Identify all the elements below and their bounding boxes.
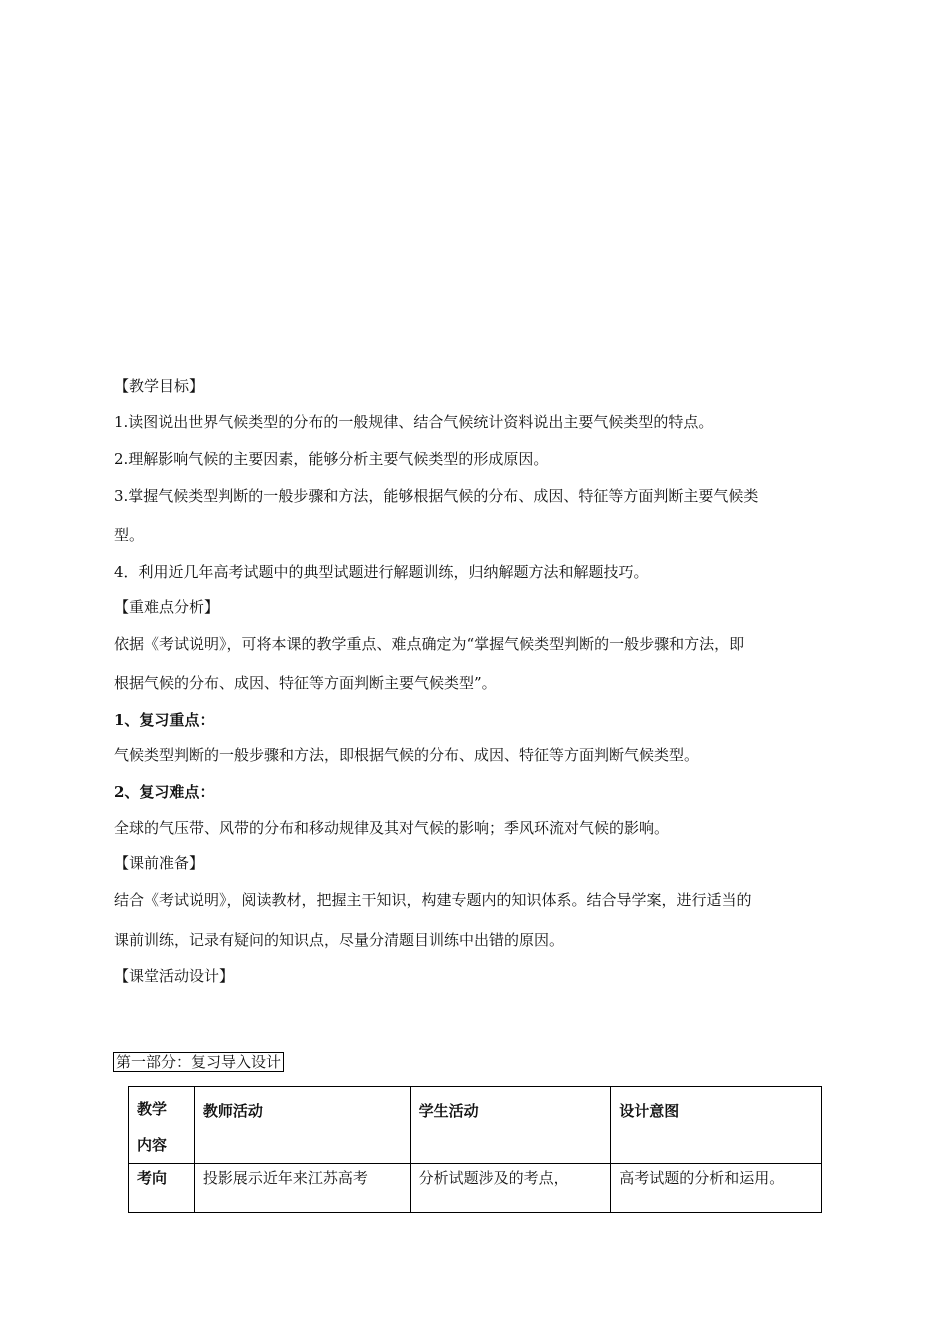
table-cell (129, 1164, 195, 1213)
key-points-heading: 1、复习重点： (114, 711, 215, 729)
activity-design-table (128, 1086, 822, 1213)
header-cell-intent (611, 1087, 822, 1164)
objective-line: 1.读图说出世界气候类型的分布的一般规律、结合气候统计资料说出主要气候类型的特点。 (114, 413, 714, 431)
analysis-heading: 【重难点分析】 (114, 598, 220, 616)
header-cell-teacher (194, 1087, 410, 1164)
objective-line: 型。 (114, 526, 145, 544)
analysis-paragraph-line: 依据《考试说明》，可将本课的教学重点、难点确定为“掌握气候类型判断的一般步骤和方法，即 (114, 635, 745, 653)
part-one-label: 第一部分：复习导入设计 (113, 1052, 284, 1072)
preparation-paragraph-line: 课前训练，记录有疑问的知识点，尽量分清题目训练中出错的原因。 (114, 931, 565, 949)
header-label: 教师活动 (202, 1102, 263, 1120)
table-cell (194, 1164, 410, 1213)
objective-line: 3.掌握气候类型判断的一般步骤和方法，能够根据气候的分布、成因、特征等方面判断主要气候类 (114, 487, 759, 505)
cell-text: 高考试题的分析和运用。 (619, 1169, 785, 1187)
cell-text: 考向 (137, 1169, 168, 1187)
preparation-heading: 【课前准备】 (114, 854, 205, 872)
preparation-paragraph-line: 结合《考试说明》，阅读教材，把握主干知识，构建专题内的知识体系。结合导学案，进行适当的 (114, 891, 752, 909)
header-label: 学生活动 (418, 1102, 479, 1120)
table-header-row (129, 1087, 822, 1164)
objective-line: 4．利用近几年高考试题中的典型试题进行解题训练，归纳解题方法和解题技巧。 (114, 563, 649, 581)
header-cell-student (410, 1087, 611, 1164)
objective-line: 2.理解影响气候的主要因素，能够分析主要气候类型的形成原因。 (114, 450, 549, 468)
difficulties-text: 全球的气压带、风带的分布和移动规律及其对气候的影响；季风环流对气候的影响。 (114, 819, 670, 837)
cell-text: 分析试题涉及的考点， (418, 1169, 569, 1187)
header-label: 教学 (137, 1100, 168, 1118)
header-label: 内容 (137, 1136, 168, 1154)
analysis-paragraph-line: 根据气候的分布、成因、特征等方面判断主要气候类型”。 (114, 674, 497, 692)
table-cell (410, 1164, 611, 1213)
header-label: 设计意图 (619, 1102, 680, 1120)
key-points-text: 气候类型判断的一般步骤和方法，即根据气候的分布、成因、特征等方面判断气候类型。 (114, 746, 700, 764)
table-row (129, 1164, 822, 1213)
activity-heading: 【课堂活动设计】 (114, 967, 235, 985)
cell-text: 投影展示近年来江苏高考 (202, 1169, 368, 1187)
header-cell-content (129, 1087, 195, 1164)
objectives-heading: 【教学目标】 (114, 377, 205, 395)
difficulties-heading: 2、复习难点： (114, 783, 215, 801)
table-cell (611, 1164, 822, 1213)
